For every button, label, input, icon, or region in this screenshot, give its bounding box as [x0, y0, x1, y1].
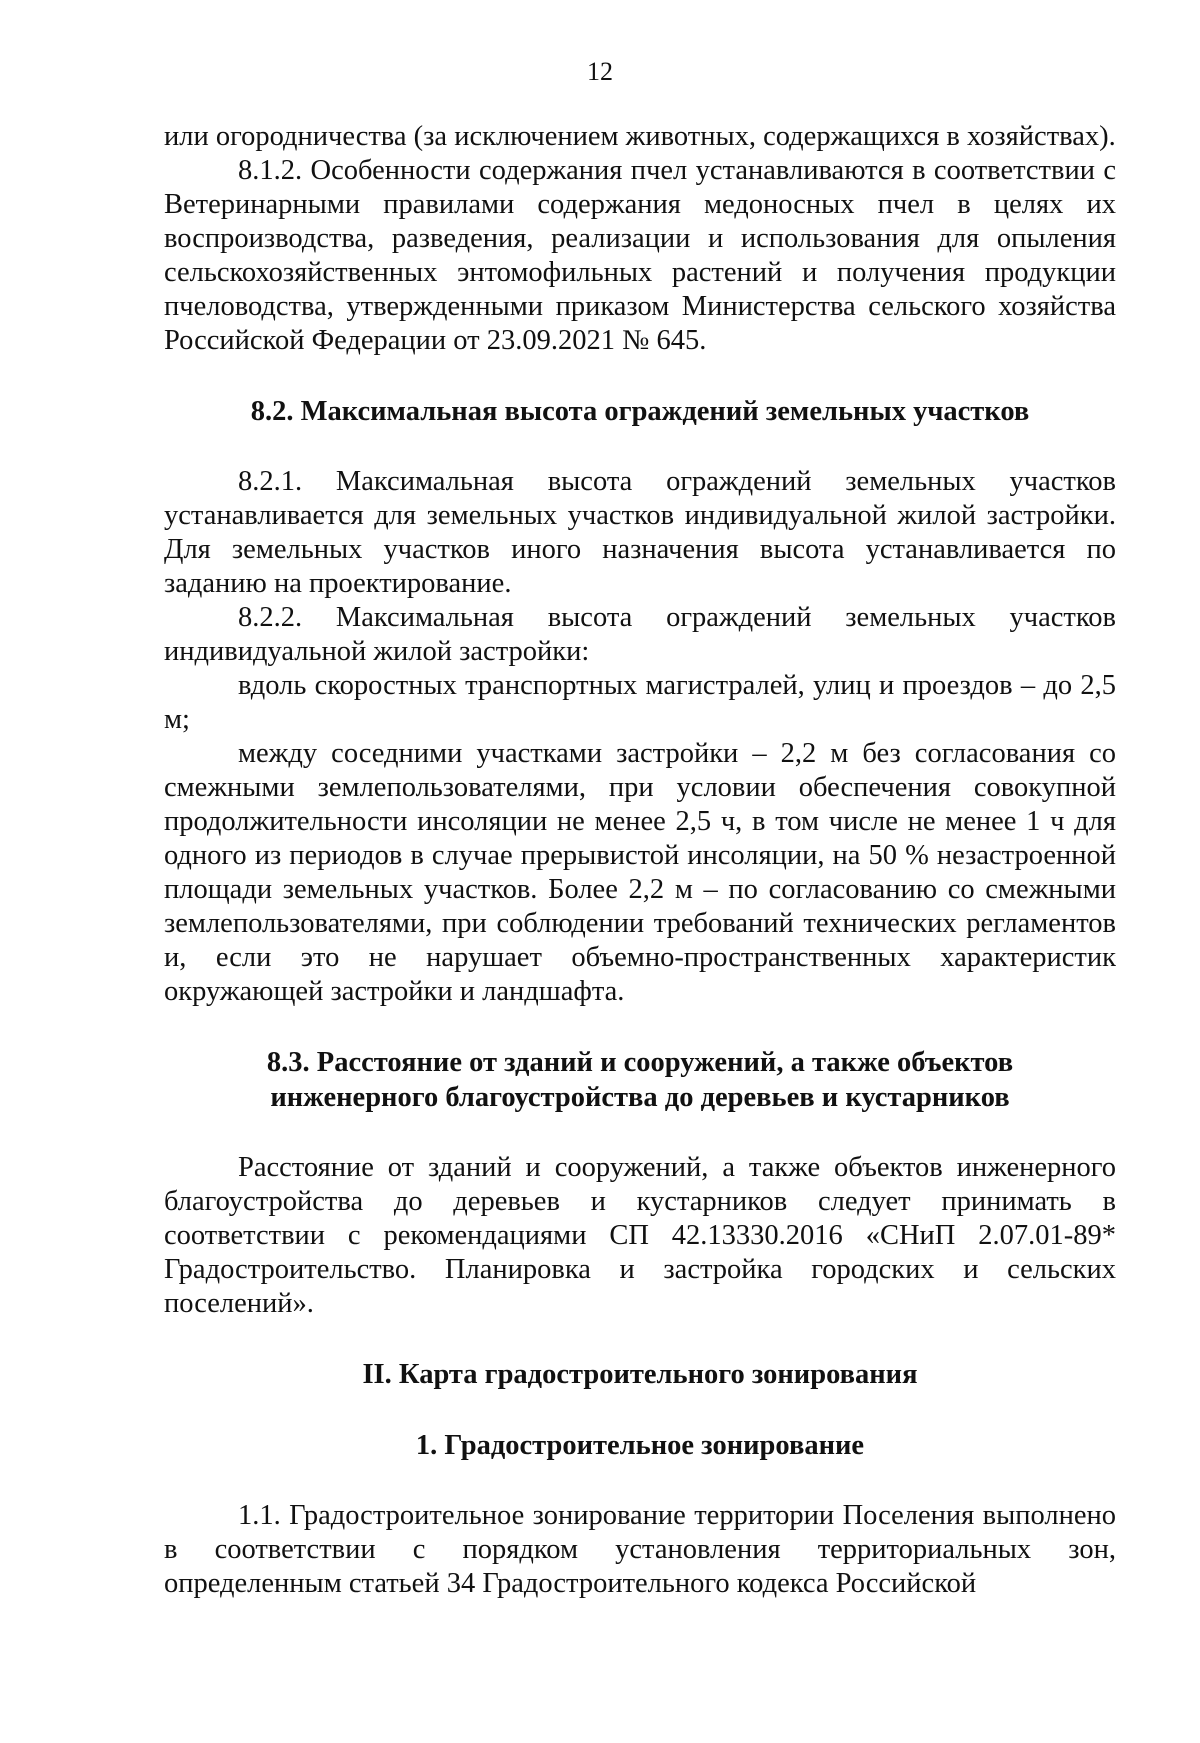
heading-8-3-line1: 8.3. Расстояние от зданий и сооружений, а также объектов — [266, 1047, 1014, 1078]
paragraph-8-1-2: 8.1.2. Особенности содержания пчел устанавливаются в соответствии с Ветеринарными правилами содержания медоносных пчел в целях их воспроизводства, разведения, реализации и использования для опыления сельскохозяйственных энтомофильных растений и получения продукции пчеловодства, утвержденными приказом Министерства сельского хозяйства Российской Федерации от 23.09.2021 № 645. — [164, 155, 1116, 356]
paragraph-8-2-1: 8.2.1. Максимальная высота ограждений земельных участков устанавливается для земельных участков индивидуальной жилой застройки. Для земельных участков иного назначения высота устанавливается по заданию на проектирование. — [164, 466, 1116, 599]
paragraph-roads: вдоль скоростных транспортных магистралей, улиц и проездов – до 2,5 м; — [164, 670, 1116, 735]
paragraph-8-2-2: 8.2.2. Максимальная высота ограждений земельных участков индивидуальной жилой застройки: — [164, 602, 1116, 667]
heading-zoning: 1. Градостроительное зонирование — [415, 1430, 865, 1461]
paragraph-neighbors: между соседними участками застройки – 2,2 м без согласования со смежными землепользователями, при условии обеспечения совокупной продолжительности инсоляции не менее 2,5 ч, в том числе не менее 1 ч для одного из периодов в случае прерывистой инсоляции, на 50 % незастроенной площади земельных участков. Более 2,2 м – по согласованию со смежными землепользователями, при соблюдении требований технических регламентов и, если это не нарушает объемно-пространственных характеристик окружающей застройки и ландшафта. — [164, 738, 1116, 1007]
paragraph-continuation: или огородничества (за исключением животных, содержащихся в хозяйствах). — [164, 121, 1116, 152]
heading-8-3-line2: инженерного благоустройства до деревьев и кустарников — [270, 1082, 1010, 1113]
paragraph-1-1: 1.1. Градостроительное зонирование территории Поселения выполнено в соответствии с порядком установления территориальных зон, определенным статьей 34 Градостроительного кодекса Российской — [164, 1500, 1116, 1599]
heading-8-2: 8.2. Максимальная высота ограждений земельных участков — [250, 396, 1030, 427]
paragraph-distance: Расстояние от зданий и сооружений, а также объектов инженерного благоустройства до деревьев и кустарников следует принимать в соответствии с рекомендациями СП 42.13330.2016 «СНиП 2.07.01-89* Градостроительство. Планировка и застройка городских и сельских поселений». — [164, 1152, 1116, 1319]
page-number: 12 — [587, 57, 613, 86]
document-body — [164, 120, 1116, 1601]
heading-section-ii: II. Карта градостроительного зонирования — [362, 1359, 918, 1390]
